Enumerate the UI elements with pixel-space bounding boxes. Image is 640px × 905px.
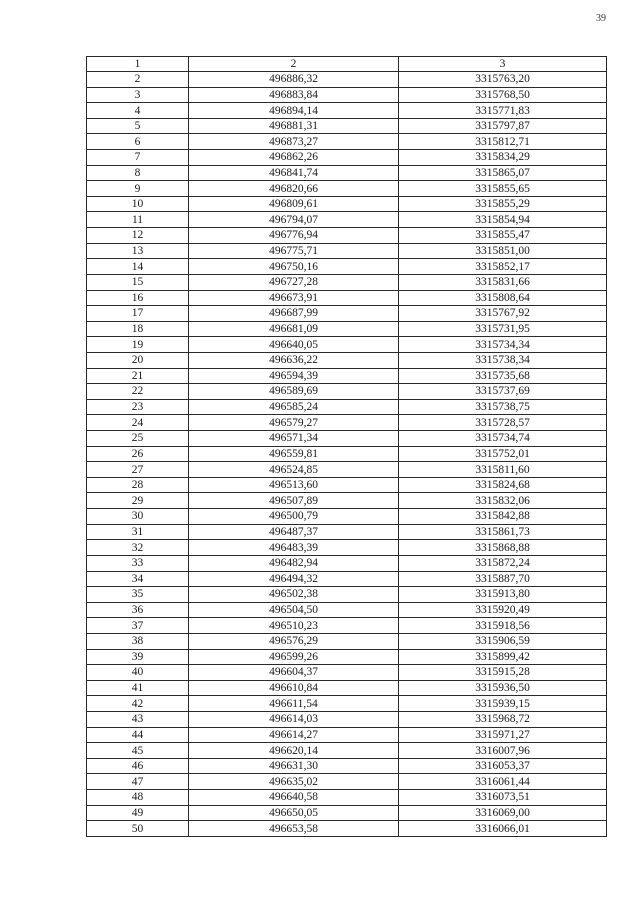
coordinates-table-body [87,57,607,837]
table-row [87,165,607,181]
point-number-cell: 48 [87,790,189,806]
y-coordinate-cell: 3315734,74 [399,431,607,447]
table-row [87,571,607,587]
y-coordinate-cell: 3316053,37 [399,758,607,774]
y-coordinate-cell: 3315913,80 [399,587,607,603]
x-coordinate-cell: 496883,84 [189,87,399,103]
y-coordinate-cell: 3315854,94 [399,212,607,228]
point-number-cell: 13 [87,243,189,259]
table-row [87,243,607,259]
x-coordinate-cell: 496620,14 [189,743,399,759]
point-number-cell: 29 [87,493,189,509]
y-coordinate-cell: 3315936,50 [399,680,607,696]
point-number-cell: 44 [87,727,189,743]
table-row [87,493,607,509]
y-coordinate-cell: 3315811,60 [399,462,607,478]
point-number-cell: 27 [87,462,189,478]
x-coordinate-cell: 496494,32 [189,571,399,587]
point-number-cell: 18 [87,321,189,337]
table-row [87,259,607,275]
table-row [87,337,607,353]
point-number-cell: 4 [87,103,189,119]
x-coordinate-cell: 496594,39 [189,368,399,384]
y-coordinate-cell: 3315797,87 [399,118,607,134]
table-row [87,228,607,244]
table-row [87,321,607,337]
x-coordinate-cell: 496482,94 [189,555,399,571]
x-coordinate-cell: 496559,81 [189,446,399,462]
y-coordinate-cell: 3315861,73 [399,524,607,540]
point-number-cell: 23 [87,399,189,415]
x-coordinate-cell: 496886,32 [189,72,399,88]
y-coordinate-cell: 3315855,47 [399,228,607,244]
x-coordinate-cell: 496640,05 [189,337,399,353]
x-coordinate-cell: 496681,09 [189,321,399,337]
y-coordinate-cell: 3315831,66 [399,274,607,290]
table-row [87,103,607,119]
table-row [87,352,607,368]
table-row [87,509,607,525]
table-row [87,587,607,603]
x-coordinate-cell: 496640,58 [189,790,399,806]
y-coordinate-cell: 3315752,01 [399,446,607,462]
y-coordinate-cell: 3316073,51 [399,790,607,806]
x-coordinate-cell: 496635,02 [189,774,399,790]
point-number-cell: 7 [87,150,189,166]
point-number-cell: 31 [87,524,189,540]
table-row [87,696,607,712]
x-coordinate-cell: 496571,34 [189,431,399,447]
table-row [87,727,607,743]
point-number-cell: 15 [87,274,189,290]
point-number-cell: 3 [87,87,189,103]
x-coordinate-cell: 496820,66 [189,181,399,197]
y-coordinate-cell: 3315808,64 [399,290,607,306]
point-number-cell: 40 [87,665,189,681]
y-coordinate-cell: 3315906,59 [399,633,607,649]
point-number-cell: 10 [87,196,189,212]
x-coordinate-cell: 496881,31 [189,118,399,134]
x-coordinate-cell: 496524,85 [189,462,399,478]
table-row [87,415,607,431]
table-row [87,758,607,774]
table-row [87,150,607,166]
x-coordinate-cell: 496873,27 [189,134,399,150]
table-row [87,540,607,556]
point-number-cell: 28 [87,477,189,493]
table-row [87,212,607,228]
x-coordinate-cell: 496576,29 [189,633,399,649]
table-row [87,306,607,322]
table-row [87,633,607,649]
table-row [87,196,607,212]
x-coordinate-cell: 496776,94 [189,228,399,244]
page-number: 39 [596,13,606,24]
y-coordinate-cell: 3315865,07 [399,165,607,181]
column-header-y: 3 [399,57,607,72]
column-header-point-number: 1 [87,57,189,72]
point-number-cell: 32 [87,540,189,556]
x-coordinate-cell: 496610,84 [189,680,399,696]
x-coordinate-cell: 496614,03 [189,711,399,727]
x-coordinate-cell: 496775,71 [189,243,399,259]
point-number-cell: 11 [87,212,189,228]
y-coordinate-cell: 3316066,01 [399,821,607,837]
point-number-cell: 49 [87,805,189,821]
y-coordinate-cell: 3315971,27 [399,727,607,743]
x-coordinate-cell: 496794,07 [189,212,399,228]
y-coordinate-cell: 3315771,83 [399,103,607,119]
x-coordinate-cell: 496862,26 [189,150,399,166]
y-coordinate-cell: 3315918,56 [399,618,607,634]
y-coordinate-cell: 3315851,00 [399,243,607,259]
y-coordinate-cell: 3315915,28 [399,665,607,681]
x-coordinate-cell: 496841,74 [189,165,399,181]
table-row [87,462,607,478]
x-coordinate-cell: 496513,60 [189,477,399,493]
x-coordinate-cell: 496894,14 [189,103,399,119]
x-coordinate-cell: 496809,61 [189,196,399,212]
table-row [87,790,607,806]
table-row [87,431,607,447]
table-row [87,555,607,571]
point-number-cell: 47 [87,774,189,790]
table-row [87,665,607,681]
table-row [87,87,607,103]
column-header-x: 2 [189,57,399,72]
y-coordinate-cell: 3315887,70 [399,571,607,587]
point-number-cell: 16 [87,290,189,306]
table-row [87,477,607,493]
point-number-cell: 20 [87,352,189,368]
point-number-cell: 41 [87,680,189,696]
point-number-cell: 37 [87,618,189,634]
point-number-cell: 42 [87,696,189,712]
x-coordinate-cell: 496673,91 [189,290,399,306]
x-coordinate-cell: 496504,50 [189,602,399,618]
table-row [87,805,607,821]
point-number-cell: 9 [87,181,189,197]
x-coordinate-cell: 496483,39 [189,540,399,556]
table-row [87,72,607,88]
table-header-row [87,57,607,72]
y-coordinate-cell: 3315939,15 [399,696,607,712]
table-row [87,602,607,618]
y-coordinate-cell: 3315768,50 [399,87,607,103]
point-number-cell: 30 [87,509,189,525]
table-row [87,649,607,665]
y-coordinate-cell: 3315855,29 [399,196,607,212]
y-coordinate-cell: 3315734,34 [399,337,607,353]
y-coordinate-cell: 3315735,68 [399,368,607,384]
point-number-cell: 14 [87,259,189,275]
point-number-cell: 2 [87,72,189,88]
x-coordinate-cell: 496507,89 [189,493,399,509]
y-coordinate-cell: 3315842,88 [399,509,607,525]
point-number-cell: 12 [87,228,189,244]
table-row [87,181,607,197]
x-coordinate-cell: 496750,16 [189,259,399,275]
x-coordinate-cell: 496487,37 [189,524,399,540]
table-row [87,743,607,759]
table-row [87,399,607,415]
x-coordinate-cell: 496653,58 [189,821,399,837]
table-row [87,384,607,400]
y-coordinate-cell: 3316069,00 [399,805,607,821]
point-number-cell: 33 [87,555,189,571]
y-coordinate-cell: 3315824,68 [399,477,607,493]
y-coordinate-cell: 3315832,06 [399,493,607,509]
x-coordinate-cell: 496614,27 [189,727,399,743]
table-row [87,680,607,696]
table-row [87,821,607,837]
x-coordinate-cell: 496510,23 [189,618,399,634]
point-number-cell: 21 [87,368,189,384]
point-number-cell: 34 [87,571,189,587]
point-number-cell: 45 [87,743,189,759]
y-coordinate-cell: 3315731,95 [399,321,607,337]
y-coordinate-cell: 3315738,75 [399,399,607,415]
y-coordinate-cell: 3315920,49 [399,602,607,618]
table-row [87,774,607,790]
y-coordinate-cell: 3315968,72 [399,711,607,727]
table-row [87,446,607,462]
point-number-cell: 8 [87,165,189,181]
point-number-cell: 43 [87,711,189,727]
table-row [87,290,607,306]
y-coordinate-cell: 3315899,42 [399,649,607,665]
y-coordinate-cell: 3315737,69 [399,384,607,400]
point-number-cell: 46 [87,758,189,774]
y-coordinate-cell: 3316061,44 [399,774,607,790]
y-coordinate-cell: 3315872,24 [399,555,607,571]
x-coordinate-cell: 496579,27 [189,415,399,431]
x-coordinate-cell: 496500,79 [189,509,399,525]
point-number-cell: 25 [87,431,189,447]
x-coordinate-cell: 496502,38 [189,587,399,603]
y-coordinate-cell: 3315868,88 [399,540,607,556]
table-row [87,134,607,150]
point-number-cell: 50 [87,821,189,837]
point-number-cell: 39 [87,649,189,665]
x-coordinate-cell: 496636,22 [189,352,399,368]
x-coordinate-cell: 496631,30 [189,758,399,774]
y-coordinate-cell: 3315767,92 [399,306,607,322]
y-coordinate-cell: 3315852,17 [399,259,607,275]
x-coordinate-cell: 496611,54 [189,696,399,712]
table-row [87,618,607,634]
table-row [87,524,607,540]
point-number-cell: 19 [87,337,189,353]
point-number-cell: 24 [87,415,189,431]
y-coordinate-cell: 3315855,65 [399,181,607,197]
table-row [87,118,607,134]
x-coordinate-cell: 496687,99 [189,306,399,322]
point-number-cell: 36 [87,602,189,618]
table-row [87,368,607,384]
y-coordinate-cell: 3315812,71 [399,134,607,150]
point-number-cell: 22 [87,384,189,400]
y-coordinate-cell: 3316007,96 [399,743,607,759]
coordinates-table [86,56,607,837]
y-coordinate-cell: 3315763,20 [399,72,607,88]
x-coordinate-cell: 496585,24 [189,399,399,415]
table-row [87,711,607,727]
point-number-cell: 6 [87,134,189,150]
point-number-cell: 5 [87,118,189,134]
table-row [87,274,607,290]
y-coordinate-cell: 3315834,29 [399,150,607,166]
point-number-cell: 17 [87,306,189,322]
point-number-cell: 26 [87,446,189,462]
x-coordinate-cell: 496599,26 [189,649,399,665]
y-coordinate-cell: 3315738,34 [399,352,607,368]
point-number-cell: 35 [87,587,189,603]
x-coordinate-cell: 496604,37 [189,665,399,681]
y-coordinate-cell: 3315728,57 [399,415,607,431]
point-number-cell: 38 [87,633,189,649]
x-coordinate-cell: 496589,69 [189,384,399,400]
x-coordinate-cell: 496650,05 [189,805,399,821]
x-coordinate-cell: 496727,28 [189,274,399,290]
